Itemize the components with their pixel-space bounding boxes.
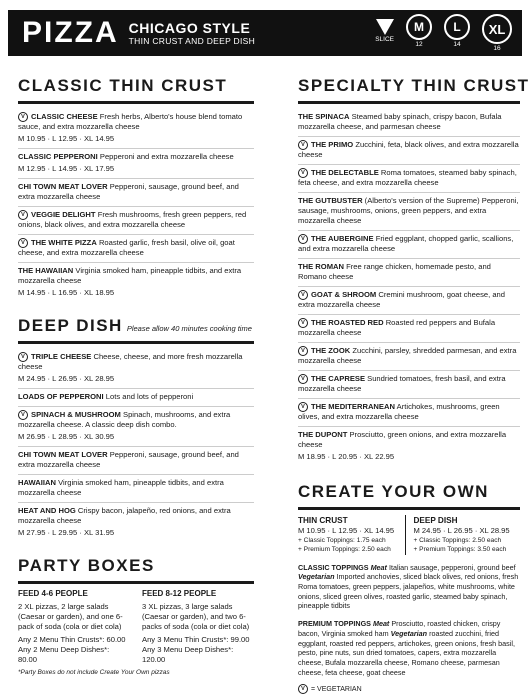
- menu-item: [18, 503, 254, 542]
- menu-item: [298, 109, 520, 137]
- menu-item: [18, 207, 254, 235]
- vegetarian-icon: V: [298, 140, 308, 150]
- item-name: THE AUBERGINE: [311, 234, 374, 244]
- item-name: THE ROASTED RED: [311, 318, 384, 328]
- item-name: THE DELECTABLE: [311, 168, 379, 178]
- deep-list: [18, 349, 254, 542]
- vegetarian-icon: V: [298, 168, 308, 178]
- item-name: CHI TOWN MEAT LOVER: [18, 182, 108, 192]
- item-description: Steamed baby spinach, crispy bacon, Bufala mozzarella cheese, and parmesan cheese: [298, 112, 502, 132]
- create-deep: [405, 515, 521, 554]
- menu-item: [18, 235, 254, 263]
- item-price: M 14.95 · L 16.95 · XL 18.95: [18, 288, 115, 298]
- size-medium-icon: M: [406, 14, 432, 40]
- vegetarian-legend: [298, 684, 362, 694]
- size-xlarge-label: 16: [493, 45, 501, 52]
- vegetarian-icon: V: [18, 410, 28, 420]
- vegetarian-icon: V: [298, 402, 308, 412]
- menu-item: [298, 399, 520, 427]
- legend-text: = VEGETARIAN: [311, 686, 362, 693]
- slice-icon: [376, 19, 394, 35]
- item-name: THE DUPONT: [298, 430, 348, 440]
- menu-item: [298, 137, 520, 165]
- menu-item: [298, 193, 520, 231]
- item-name: THE HAWAIIAN: [18, 266, 74, 276]
- item-description: Crispy bacon, jalapeño, red onions, and extra mozzarella cheese: [18, 506, 231, 526]
- size-xlarge-icon: XL: [482, 14, 512, 44]
- right-column: [298, 70, 530, 677]
- item-description: Free range chicken, homemade pesto, and Romano cheese: [298, 262, 491, 282]
- size-legend: [375, 14, 512, 52]
- create-crusts: [298, 515, 520, 554]
- item-description: Virginia smoked ham, pineapple tidbits, and extra mozzarella cheese: [18, 266, 242, 286]
- vegetarian-icon: V: [18, 210, 28, 220]
- item-name: THE ZOOK: [311, 346, 351, 356]
- create-deep-heading: DEEP DISH: [413, 516, 458, 526]
- item-description: Zucchini, feta, black olives, and extra mozzarella cheese: [298, 140, 519, 160]
- menu-item: [18, 263, 254, 302]
- size-large-label: 14: [453, 41, 461, 48]
- premium-toppings: [298, 619, 520, 677]
- item-description: Fresh mushrooms, fresh green peppers, red onions, black olives, and extra mozzarella cheese: [18, 210, 247, 230]
- create-thin-heading: THIN CRUST: [298, 516, 348, 526]
- brand-title: PIZZA: [22, 16, 119, 49]
- size-medium: [406, 14, 432, 48]
- party-boxes: [18, 589, 254, 665]
- menu-item: [18, 149, 254, 179]
- item-price: M 26.95 · L 28.95 · XL 30.95: [18, 432, 115, 442]
- premium-meat-label: Meat: [372, 619, 390, 629]
- item-description: Fresh herbs, Alberto's house blend tomato sauce, and extra mozzarella cheese: [18, 112, 243, 132]
- item-description: Roma tomatoes, steamed baby spinach, feta cheese, and extra mozzarella cheese: [298, 168, 517, 188]
- menu-item: [18, 109, 254, 149]
- menu-item: [298, 343, 520, 371]
- vegetarian-icon: V: [18, 238, 28, 248]
- classic-toppings-heading: CLASSIC TOPPINGS: [298, 562, 369, 572]
- premium-veg-list: roasted zucchini, fried eggplant, roasted red peppers, artichokes, green onions, fresh basil, pesto, pine nuts, sun dried tomatoes, capers, extra mozzarella cheese, Bufala mozzarella cheese, Romano cheese, parmesan cheese, feta cheese, goat cheese: [298, 628, 515, 677]
- box-price-thin: Any 2 Menu Thin Crusts*: 60.00: [18, 635, 126, 645]
- menu-item: [298, 315, 520, 343]
- item-description: Artichokes, mushrooms, green olives, and extra mozzarella cheese: [298, 402, 500, 422]
- vegetarian-icon: V: [298, 684, 308, 694]
- subtitle-style: CHICAGO STYLE: [128, 19, 251, 36]
- item-description: Zucchini, parsley, shredded parmesan, and extra mozzarella cheese: [298, 346, 517, 366]
- premium-veg-label: Vegetarian: [390, 628, 428, 638]
- item-description: (Alberto's version of the Supreme) Pepperoni, sausage, mushrooms, onions, green peppers, and extra mozzarella cheese: [298, 196, 519, 226]
- classic-toppings: [298, 563, 520, 612]
- item-description: Pepperoni and extra mozzarella cheese: [99, 152, 234, 162]
- premium-meat-list: Prosciutto, roasted chicken, crispy bacon, Virginia smoked ham: [298, 619, 501, 638]
- vegetarian-icon: V: [298, 290, 308, 300]
- size-medium-label: 12: [415, 41, 423, 48]
- vegetarian-icon: V: [18, 352, 28, 362]
- box-description: 3 XL pizzas, 3 large salads (Caesar or garden), and two 6-packs of soda (cola or diet cola): [142, 601, 250, 632]
- specialty-title: SPECIALTY THIN CRUST: [298, 70, 520, 104]
- size-large-icon: L: [444, 14, 470, 40]
- item-name: THE CAPRESE: [311, 374, 366, 384]
- item-name: THE SPINACA: [298, 112, 350, 121]
- classic-veg-list: Imported anchovies, sliced black olives, red onions, fresh Roma tomatoes, green peppers, jalapeños, white mushrooms, white onions, sliced green olives, roasted garlic, steamed baby spinach, pineapple tidbits: [298, 572, 519, 611]
- menu-item: [18, 475, 254, 503]
- menu-item: [298, 287, 520, 315]
- item-price: M 24.95 · L 26.95 · XL 28.95: [18, 374, 115, 384]
- menu-item: [18, 179, 254, 207]
- item-name: SPINACH & MUSHROOM: [31, 410, 121, 420]
- box-heading: FEED 8-12 PEOPLE: [142, 589, 217, 599]
- size-slice: [375, 14, 394, 43]
- box-price-deep: Any 2 Menu Deep Dishes*: 80.00: [18, 645, 110, 665]
- menu-item: [18, 447, 254, 475]
- item-description: Cremini mushroom, goat cheese, and extra mozzarella cheese: [298, 290, 505, 310]
- item-description: Prosciutto, green onions, and extra mozzarella cheese: [298, 430, 507, 450]
- left-column: [18, 70, 254, 676]
- item-name: TRIPLE CHEESE: [31, 352, 92, 362]
- create-thin: [298, 515, 405, 554]
- party-box-small: [18, 589, 130, 665]
- item-name: THE GUTBUSTER: [298, 196, 363, 206]
- item-name: VEGGIE DELIGHT: [31, 210, 96, 220]
- box-price-thin: Any 3 Menu Thin Crusts*: 99.00: [142, 635, 250, 645]
- item-name: CHI TOWN MEAT LOVER: [18, 450, 108, 460]
- menu-item: [18, 407, 254, 447]
- vegetarian-icon: V: [18, 112, 28, 122]
- item-name: THE PRIMO: [311, 140, 354, 150]
- deep-title-text: DEEP DISH: [18, 316, 123, 336]
- item-price: M 12.95 · L 14.95 · XL 17.95: [18, 164, 115, 174]
- create-title: CREATE YOUR OWN: [298, 476, 520, 510]
- item-name: THE WHITE PIZZA: [31, 238, 97, 248]
- create-deep-price: M 24.95 · L 26.95 · XL 28.95: [413, 526, 510, 536]
- brand-subtitle: [129, 21, 255, 46]
- vegetarian-icon: V: [298, 346, 308, 356]
- create-thin-classic: + Classic Toppings: 1.75 each: [298, 536, 386, 544]
- classic-meat-list: Italian sausage, pepperoni, ground beef: [388, 562, 516, 572]
- item-name: CLASSIC CHEESE: [31, 112, 98, 121]
- boxes-footnote: *Party Boxes do not include Create Your Own pizzas: [18, 669, 170, 677]
- menu-item: [18, 389, 254, 407]
- menu-item: [298, 371, 520, 399]
- subtitle-crusts: THIN CRUST AND DEEP DISH: [128, 35, 256, 46]
- menu-item: [298, 165, 520, 193]
- menu-item: [298, 427, 520, 466]
- create-thin-price: M 10.95 · L 12.95 · XL 14.95: [298, 526, 395, 536]
- create-thin-premium: + Premium Toppings: 2.50 each: [298, 545, 391, 553]
- box-description: 2 XL pizzas, 2 large salads (Caesar or garden), and one 6-pack of soda (cola or diet cola): [18, 601, 123, 632]
- premium-toppings-heading: PREMIUM TOPPINGS: [298, 619, 371, 629]
- classic-meat-label: Meat: [370, 562, 387, 572]
- item-description: Roasted garlic, fresh basil, olive oil, goat cheese, and extra mozzarella cheese: [18, 238, 235, 258]
- item-description: Pepperoni, sausage, ground beef, and extra mozzarella cheese: [18, 182, 239, 202]
- menu-item: [298, 231, 520, 259]
- item-price: M 27.95 · L 29.95 · XL 31.95: [18, 528, 115, 538]
- deep-title: [18, 310, 254, 344]
- create-deep-classic: + Classic Toppings: 2.50 each: [413, 536, 502, 544]
- deep-note: Please allow 40 minutes cooking time: [126, 324, 252, 334]
- menu-item: [298, 259, 520, 287]
- item-description: Spinach, mushrooms, and extra mozzarella cheese. A classic deep dish combo.: [18, 410, 231, 430]
- size-slice-label: SLICE: [375, 36, 394, 43]
- item-description: Sundried tomatoes, fresh basil, and extra mozzarella cheese: [298, 374, 506, 394]
- item-description: Roasted red peppers and Bufala mozzarella cheese: [298, 318, 496, 338]
- item-description: Fried eggplant, chopped garlic, scallions, and extra mozzarella cheese: [298, 234, 514, 254]
- classic-list: [18, 109, 254, 302]
- size-xlarge: [482, 14, 512, 52]
- box-price-deep: Any 3 Menu Deep Dishes*: 120.00: [142, 645, 234, 665]
- menu-header: [8, 10, 522, 56]
- classic-veg-label: Vegetarian: [298, 572, 335, 582]
- item-name: HEAT AND HOG: [18, 506, 76, 516]
- item-name: CLASSIC PEPPERONI: [18, 152, 98, 162]
- item-description: Virginia smoked ham, pineapple tidbits, and extra mozzarella cheese: [18, 478, 224, 498]
- specialty-list: [298, 109, 520, 466]
- item-name: LOADS OF PEPPERONI: [18, 392, 104, 402]
- vegetarian-icon: V: [298, 318, 308, 328]
- menu-item: [18, 349, 254, 389]
- item-description: Pepperoni, sausage, ground beef, and extra mozzarella cheese: [18, 450, 239, 470]
- create-deep-premium: + Premium Toppings: 3.50 each: [413, 545, 507, 553]
- classic-title: CLASSIC THIN CRUST: [18, 70, 254, 104]
- box-heading: FEED 4-6 PEOPLE: [18, 589, 88, 599]
- item-description: Lots and lots of pepperoni: [105, 392, 194, 402]
- size-large: [444, 14, 470, 48]
- item-name: THE ROMAN: [298, 262, 344, 272]
- boxes-title: PARTY BOXES: [18, 550, 254, 584]
- item-name: HAWAIIAN: [18, 478, 56, 488]
- item-name: GOAT & SHROOM: [311, 290, 377, 300]
- item-name: THE MEDITERRANEAN: [311, 402, 395, 412]
- item-description: Cheese, cheese, and more fresh mozzarella cheese: [18, 352, 243, 372]
- vegetarian-icon: V: [298, 234, 308, 244]
- vegetarian-icon: V: [298, 374, 308, 384]
- item-price: M 18.95 · L 20.95 · XL 22.95: [298, 452, 395, 462]
- party-box-large: [142, 589, 254, 665]
- item-price: M 10.95 · L 12.95 · XL 14.95: [18, 134, 115, 144]
